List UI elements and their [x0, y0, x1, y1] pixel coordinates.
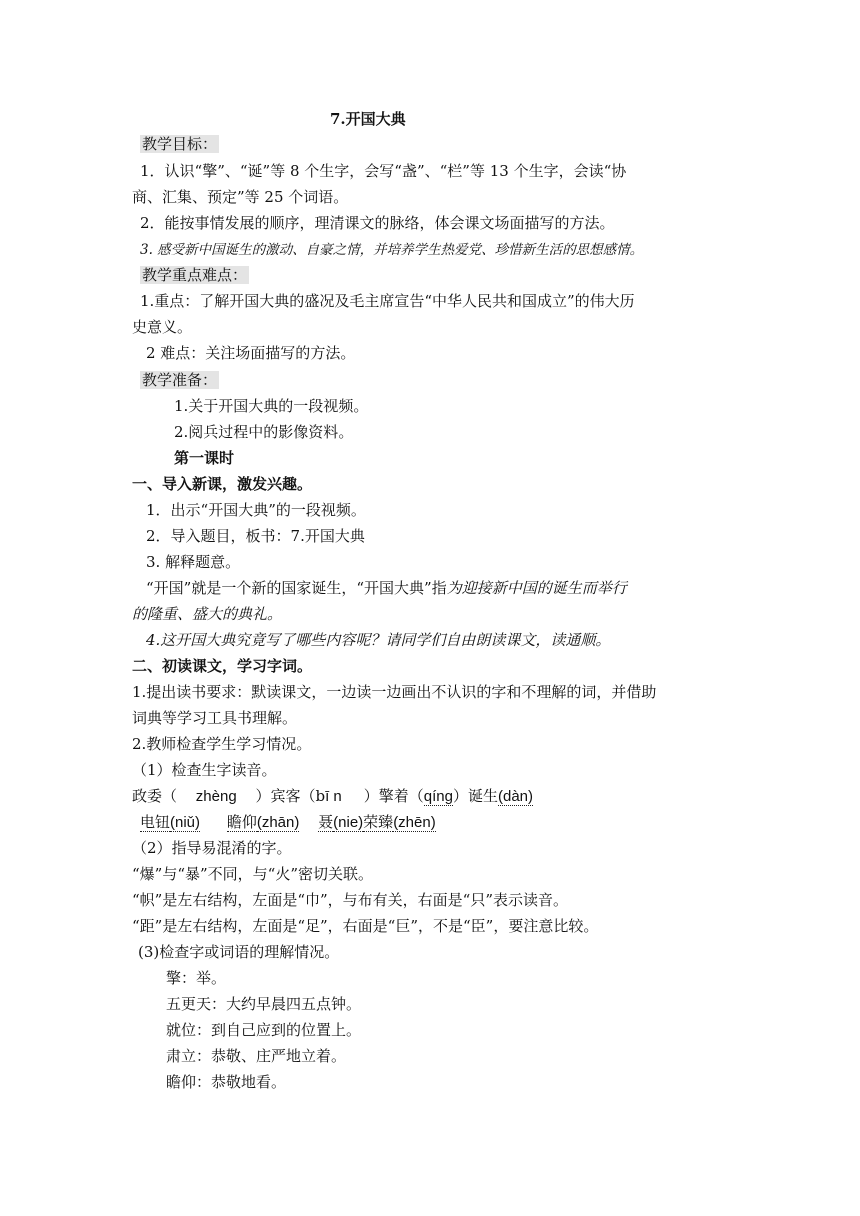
objectives-heading: 教学目标：: [142, 135, 218, 153]
lesson-heading: 第一课时: [174, 449, 235, 467]
key-point-item: 史意义。: [132, 318, 193, 336]
vocab-item: 肃立：恭敬、庄严地立着。: [166, 1047, 347, 1065]
preparation-item: 2.阅兵过程中的影像资料。: [174, 423, 354, 441]
preparation-item: 1.关于开国大典的一段视频。: [174, 397, 369, 415]
objective-item: 3. 感受新中国诞生的激动、自豪之情，并培养学生热爱党、珍惜新生活的思想感情。: [140, 242, 644, 258]
section2-heading: 二、初读课文，学习字词。: [132, 657, 313, 675]
section2-paragraph: 词典等学习工具书理解。: [132, 709, 298, 727]
section1-item: 3. 解释题意。: [146, 553, 241, 571]
vocab-item: 五更天：大约早晨四五点钟。: [166, 995, 362, 1013]
key-point-item: 1.重点：了解开国大典的盛况及毛主席宣告“中华人民共和国成立”的伟大历: [140, 292, 635, 310]
section2-paragraph: (3)检查字或词语的理解情况。: [138, 943, 340, 961]
objective-item: 2．能按事情发展的顺序，理清课文的脉络，体会课文场面描写的方法。: [140, 214, 615, 232]
section1-item4: 4.这开国大典究竟写了哪些内容呢？请同学们自由朗读课文，读通顺。: [146, 631, 611, 649]
pinyin-row-2: 电钮(niǔ) 瞻仰(zhān) 聂(nie)荣臻(zhēn): [140, 813, 436, 831]
vocab-item: 瞻仰：恭敬地看。: [166, 1073, 287, 1091]
confusable-char-note: “帜”是左右结构，左面是“巾”，与布有关，右面是“只”表示读音。: [132, 891, 569, 909]
section1-item: 1．出示“开国大典”的一段视频。: [146, 501, 366, 519]
section2-paragraph: （2）指导易混淆的字。: [132, 839, 292, 857]
section1-heading: 一、导入新课，激发兴趣。: [132, 475, 313, 493]
document-title: 7.开国大典: [330, 110, 406, 128]
confusable-char-note: “爆”与“暴”不同，与“火”密切关联。: [132, 865, 374, 883]
section2-paragraph: 2.教师检查学生学习情况。: [132, 735, 312, 753]
section1-paragraph: “开国”就是一个新的国家诞生，“开国大典”指为迎接新中国的诞生而举行: [146, 579, 627, 597]
objective-item: 商、汇集、预定”等 25 个词语。: [132, 188, 349, 206]
vocab-item: 擎：举。: [166, 969, 227, 987]
section1-item: 2．导入题目，板书：7.开国大典: [146, 527, 365, 545]
key-point-item: 2 难点：关注场面描写的方法。: [146, 344, 356, 362]
confusable-char-note: “距”是左右结构，左面是“足”，右面是“巨”，不是“臣”，要注意比较。: [132, 917, 599, 935]
section1-paragraph-cont: 的隆重、盛大的典礼。: [132, 605, 283, 623]
section2-paragraph: 1.提出读书要求：默读课文，一边读一边画出不认识的字和不理解的词，并借助: [132, 683, 657, 701]
section2-paragraph: （1）检查生字读音。: [132, 761, 277, 779]
preparation-heading: 教学准备：: [142, 371, 218, 389]
key-points-heading: 教学重点难点：: [142, 266, 248, 284]
vocab-item: 就位：到自己应到的位置上。: [166, 1021, 362, 1039]
pinyin-row-1: 政委（ zhèng ）宾客（bī n ）擎着（qíng）诞生(dàn): [132, 787, 534, 805]
objective-item: 1．认识“擎”、“诞”等 8 个生字，会写“盏”、“栏”等 13 个生字，会读“协: [140, 162, 627, 180]
